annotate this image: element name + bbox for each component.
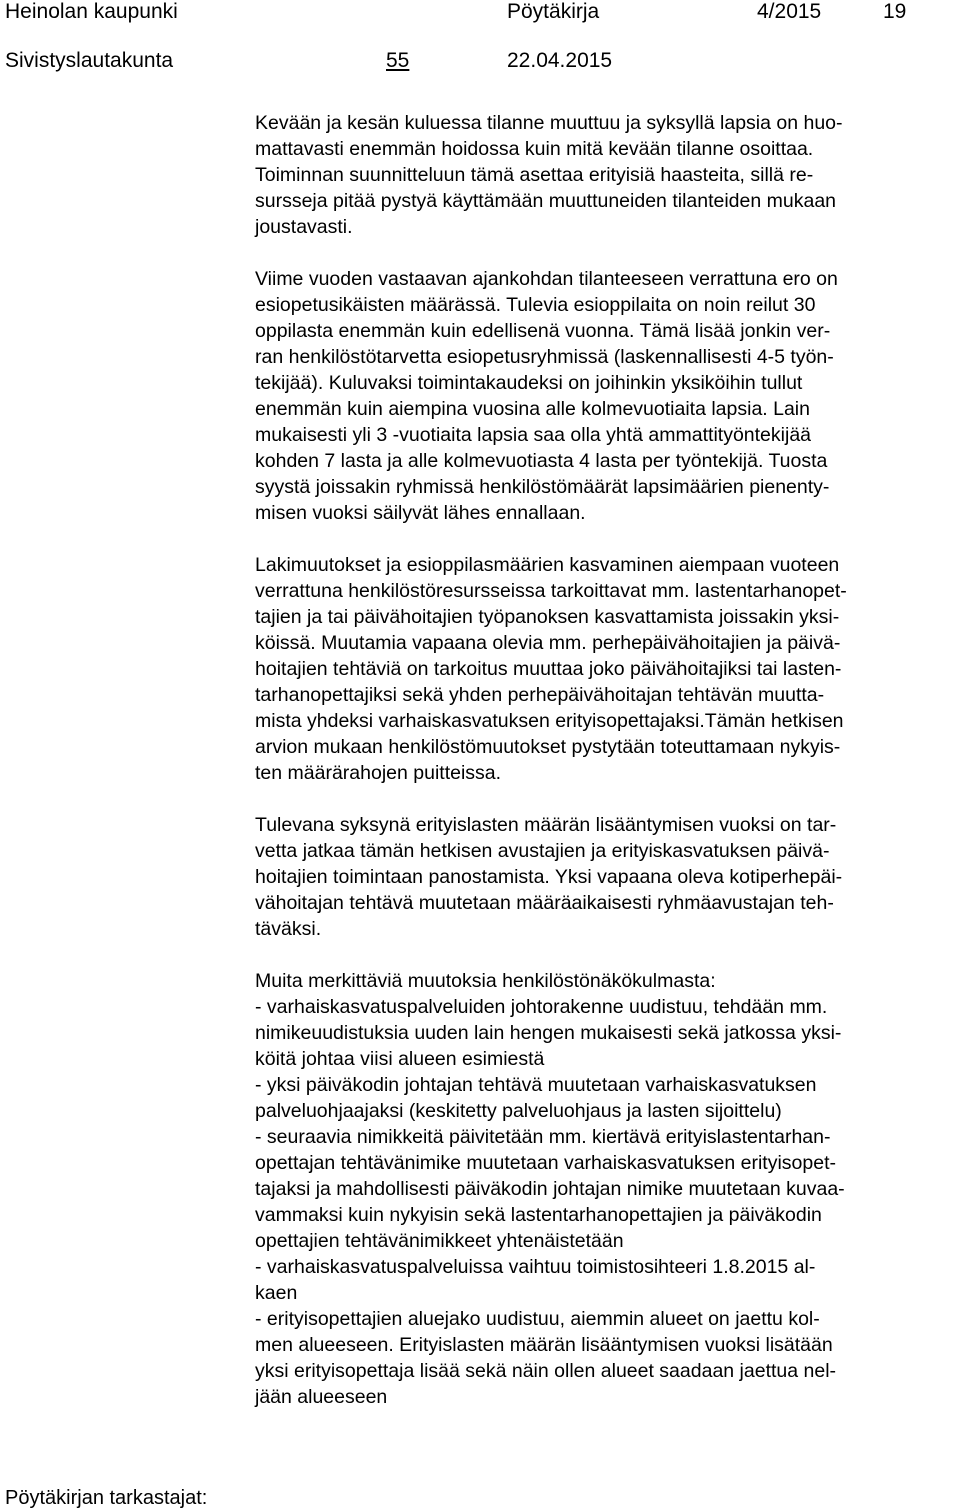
text-line: tajaksi ja mahdollisesti päiväkodin johtajan nimike muutetaan kuvaa- bbox=[255, 1178, 845, 1200]
text-line: hoitajien toimintaan panostamista. Yksi vapaana oleva kotiperhepäi- bbox=[255, 866, 843, 888]
text-line: misen vuoksi säilyvät lähes ennallaan. bbox=[255, 502, 586, 524]
text-line: enemmän kuin aiempina vuosina alle kolmevuotiaita lapsia. Lain bbox=[255, 398, 810, 420]
text-line: mista yhdeksi varhaiskasvatuksen erityisopettajaksi.Tämän hetkisen bbox=[255, 710, 844, 732]
paragraph bbox=[255, 552, 955, 786]
text-line: sursseja pitää pystyä käyttämään muuttuneiden tilanteiden mukaan bbox=[255, 190, 837, 212]
text-line: tekijää). Kuluvaksi toimintakaudeksi on joihinkin yksiköihin tullut bbox=[255, 372, 803, 394]
page-number: 19 bbox=[883, 0, 907, 23]
text-line: vetta jatkaa tämän hetkisen avustajien ja erityiskasvatuksen päivä- bbox=[255, 840, 830, 862]
paragraph-gap bbox=[255, 240, 955, 266]
paragraph-gap bbox=[255, 942, 955, 968]
text-line: arvion mukaan henkilöstömuutokset pystytään toteuttamaan nykyis- bbox=[255, 736, 841, 758]
meeting-date: 22.04.2015 bbox=[507, 49, 613, 72]
text-line: vähoitajan tehtävä muutetaan määräaikaisesti ryhmäavustajan teh- bbox=[255, 892, 834, 914]
text-line: syystä joissakin ryhmissä henkilöstömäärät lapsimäärien pienenty- bbox=[255, 476, 830, 498]
text-line: Kevään ja kesän kuluessa tilanne muuttuu ja syksyllä lapsia on huo- bbox=[255, 112, 843, 134]
section-number: 55 bbox=[386, 49, 410, 72]
text-line: - varhaiskasvatuspalveluiden johtorakenne uudistuu, tehdään mm. bbox=[255, 996, 828, 1018]
paragraph-gap bbox=[255, 526, 955, 552]
text-line: köitä johtaa viisi alueen esimiestä bbox=[255, 1048, 545, 1070]
text-line: palveluohjaajaksi (keskitetty palveluohjaus ja lasten sijoittelu) bbox=[255, 1100, 782, 1122]
text-line: opettajan tehtävänimike muutetaan varhaiskasvatuksen erityisopet- bbox=[255, 1152, 836, 1174]
text-line: men alueeseen. Erityislasten määrän lisääntymisen vuoksi lisätään bbox=[255, 1334, 833, 1356]
text-line: esiopetusikäisten määrässä. Tulevia esioppilaita on noin reilut 30 bbox=[255, 294, 816, 316]
text-line: mukaisesti yli 3 -vuotiaita lapsia saa olla yhtä ammattityöntekijää bbox=[255, 424, 812, 446]
text-line: Viime vuoden vastaavan ajankohdan tilanteeseen verrattuna ero on bbox=[255, 268, 838, 290]
text-line: opettajien tehtävänimikkeet yhtenäistetään bbox=[255, 1230, 624, 1252]
text-line: Lakimuutokset ja esioppilasmäärien kasvaminen aiempaan vuoteen bbox=[255, 554, 840, 576]
paragraph bbox=[255, 266, 955, 526]
text-line: mattavasti enemmän hoidossa kuin mitä kevään tilanne osoittaa. bbox=[255, 138, 814, 160]
inspectors-label: Pöytäkirjan tarkastajat: bbox=[5, 1487, 208, 1509]
text-line: täväksi. bbox=[255, 918, 322, 940]
text-line: - yksi päiväkodin johtajan tehtävä muutetaan varhaiskasvatuksen bbox=[255, 1074, 817, 1096]
text-line: nimikeuudistuksia uuden lain hengen mukaisesti sekä jatkossa yksi- bbox=[255, 1022, 842, 1044]
text-line: Muita merkittäviä muutoksia henkilöstönäkökulmasta: bbox=[255, 970, 716, 992]
doc-type: Pöytäkirja bbox=[507, 0, 600, 23]
text-line: joustavasti. bbox=[255, 216, 353, 238]
text-line: kohden 7 lasta ja alle kolmevuotiasta 4 lasta per työntekijä. Tuosta bbox=[255, 450, 828, 472]
text-line: verrattuna henkilöstöresursseissa tarkoittavat mm. lastentarhanopet- bbox=[255, 580, 847, 602]
text-line: - seuraavia nimikkeitä päivitetään mm. kiertävä erityislastentarhan- bbox=[255, 1126, 831, 1148]
text-line: tarhanopettajiksi sekä yhden perhepäivähoitajan tehtävän muutta- bbox=[255, 684, 825, 706]
text-line: ran henkilöstötarvetta esiopetusryhmissä (laskennallisesti 4-5 työn- bbox=[255, 346, 834, 368]
text-line: Tulevana syksynä erityislasten määrän lisääntymisen vuoksi on tar- bbox=[255, 814, 837, 836]
committee-name: Sivistyslautakunta bbox=[5, 49, 174, 72]
paragraph bbox=[255, 110, 955, 240]
text-line: tajien ja tai päivähoitajien työpanoksen kasvattamista joissakin yksi- bbox=[255, 606, 840, 628]
text-line: jään alueeseen bbox=[255, 1386, 388, 1408]
text-line: kaen bbox=[255, 1282, 298, 1304]
text-line: Toiminnan suunnitteluun tämä asettaa erityisiä haasteita, sillä re- bbox=[255, 164, 814, 186]
text-line: hoitajien tehtäviä on tarkoitus muuttaa joko päivähoitajiksi tai lasten- bbox=[255, 658, 842, 680]
text-line: - erityisopettajien aluejako uudistuu, aiemmin alueet on jaettu kol- bbox=[255, 1308, 820, 1330]
text-line: köissä. Muutamia vapaana olevia mm. perhepäivähoitajien ja päivä- bbox=[255, 632, 841, 654]
text-line: yksi erityisopettaja lisää sekä näin ollen alueet saadaan jaettua nel- bbox=[255, 1360, 837, 1382]
text-line: - varhaiskasvatuspalveluissa vaihtuu toimistosihteeri 1.8.2015 al- bbox=[255, 1256, 816, 1278]
paragraph-gap bbox=[255, 786, 955, 812]
paragraph bbox=[255, 812, 955, 942]
doc-number: 4/2015 bbox=[757, 0, 822, 23]
document-body bbox=[255, 110, 955, 1410]
text-line: vammaksi kuin nykyisin sekä lastentarhanopettajien ja päiväkodin bbox=[255, 1204, 822, 1226]
text-line: ten määrärahojen puitteissa. bbox=[255, 762, 502, 784]
org-name: Heinolan kaupunki bbox=[5, 0, 178, 23]
text-line: oppilasta enemmän kuin edellisenä vuonna. Tämä lisää jonkin ver- bbox=[255, 320, 831, 342]
paragraph bbox=[255, 968, 955, 1410]
